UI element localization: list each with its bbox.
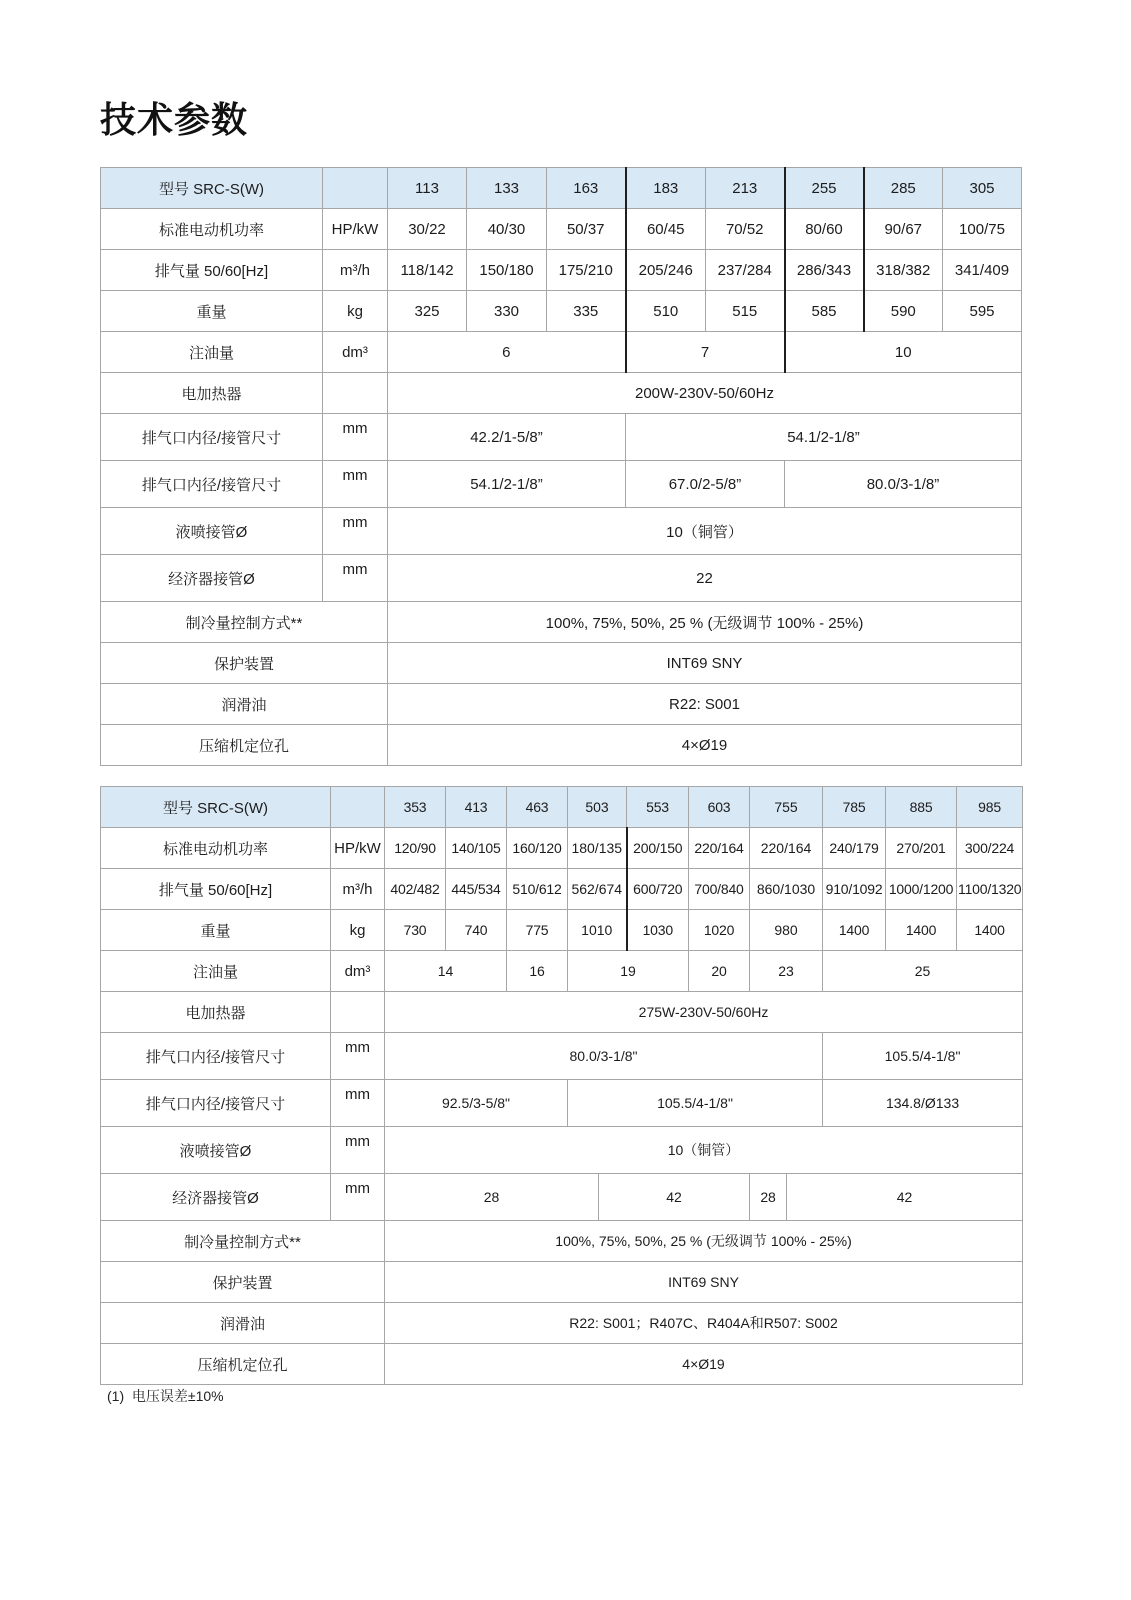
- spec-table-small-models: [100, 167, 1022, 766]
- value-cell: 402/482: [385, 869, 446, 910]
- unit-cell: HP/kW: [331, 828, 385, 869]
- value-cell: 42: [599, 1174, 750, 1221]
- value-cell: 175/210: [547, 250, 626, 291]
- value-cell: 1400: [957, 910, 1023, 951]
- value-cell: 980: [750, 910, 823, 951]
- table-row: [101, 373, 1022, 414]
- value-cell: 590: [864, 291, 943, 332]
- table-row: [101, 414, 1022, 461]
- value-cell: 285: [864, 168, 943, 209]
- value-cell: 42.2/1-5/8”: [388, 414, 626, 461]
- table-row: [101, 1080, 1023, 1127]
- row-label-cell: 重量: [101, 291, 323, 332]
- table-row: [101, 250, 1022, 291]
- value-cell: 120/90: [385, 828, 446, 869]
- table-row: [101, 910, 1023, 951]
- value-cell: 6: [388, 332, 626, 373]
- value-cell: 330: [467, 291, 547, 332]
- value-cell: 42: [787, 1174, 1023, 1221]
- value-cell: 510/612: [507, 869, 568, 910]
- value-cell: 150/180: [467, 250, 547, 291]
- value-cell: 1400: [886, 910, 957, 951]
- value-cell: 1000/1200: [886, 869, 957, 910]
- value-cell: 595: [943, 291, 1022, 332]
- row-label-cell: 排气量 50/60[Hz]: [101, 250, 323, 291]
- value-cell: 985: [957, 787, 1023, 828]
- table-row: [101, 725, 1022, 766]
- row-label-cell: 制冷量控制方式**: [101, 602, 388, 643]
- row-label-cell: 润滑油: [101, 1303, 385, 1344]
- table-row: [101, 508, 1022, 555]
- unit-cell: mm: [331, 1127, 385, 1174]
- value-cell: 341/409: [943, 250, 1022, 291]
- value-cell: 100%, 75%, 50%, 25 % (无级调节 100% - 25%): [388, 602, 1022, 643]
- value-cell: 885: [886, 787, 957, 828]
- unit-cell: mm: [331, 1174, 385, 1221]
- value-cell: 730: [385, 910, 446, 951]
- value-cell: 113: [388, 168, 467, 209]
- value-cell: 100%, 75%, 50%, 25 % (无级调节 100% - 25%): [385, 1221, 1023, 1262]
- value-cell: 19: [568, 951, 689, 992]
- value-cell: 80/60: [785, 209, 864, 250]
- unit-cell: mm: [323, 414, 388, 461]
- value-cell: 270/201: [886, 828, 957, 869]
- value-cell: 286/343: [785, 250, 864, 291]
- value-cell: 1400: [823, 910, 886, 951]
- value-cell: 445/534: [446, 869, 507, 910]
- unit-cell: mm: [331, 1033, 385, 1080]
- value-cell: 100/75: [943, 209, 1022, 250]
- row-label-cell: 液喷接管Ø: [101, 508, 323, 555]
- value-cell: 860/1030: [750, 869, 823, 910]
- value-cell: 60/45: [626, 209, 706, 250]
- unit-cell: [331, 787, 385, 828]
- row-label-cell: 排气口内径/接管尺寸: [101, 461, 323, 508]
- value-cell: 585: [785, 291, 864, 332]
- row-label-cell: 标准电动机功率: [101, 209, 323, 250]
- row-label-cell: 保护装置: [101, 643, 388, 684]
- value-cell: 16: [507, 951, 568, 992]
- value-cell: 134.8/Ø133: [823, 1080, 1023, 1127]
- value-cell: 220/164: [689, 828, 750, 869]
- row-label-cell: 型号 SRC-S(W): [101, 168, 323, 209]
- value-cell: 10: [785, 332, 1022, 373]
- unit-cell: dm³: [331, 951, 385, 992]
- table-row: [101, 1174, 1023, 1221]
- value-cell: 140/105: [446, 828, 507, 869]
- value-cell: 20: [689, 951, 750, 992]
- row-label-cell: 标准电动机功率: [101, 828, 331, 869]
- value-cell: R22: S001；R407C、R404A和R507: S002: [385, 1303, 1023, 1344]
- table-row: [101, 684, 1022, 725]
- spec-table-large-models: [100, 786, 1023, 1385]
- value-cell: 755: [750, 787, 823, 828]
- value-cell: 510: [626, 291, 706, 332]
- value-cell: 133: [467, 168, 547, 209]
- unit-cell: mm: [323, 461, 388, 508]
- value-cell: 1010: [568, 910, 627, 951]
- value-cell: 70/52: [706, 209, 785, 250]
- value-cell: 910/1092: [823, 869, 886, 910]
- unit-cell: mm: [323, 508, 388, 555]
- table-row: [101, 1033, 1023, 1080]
- row-label-cell: 排气口内径/接管尺寸: [101, 1080, 331, 1127]
- value-cell: 67.0/2-5/8”: [626, 461, 785, 508]
- value-cell: 775: [507, 910, 568, 951]
- value-cell: 200/150: [627, 828, 689, 869]
- table-row: [101, 1303, 1023, 1344]
- value-cell: 180/135: [568, 828, 627, 869]
- row-label-cell: 保护装置: [101, 1262, 385, 1303]
- value-cell: 4×Ø19: [385, 1344, 1023, 1385]
- table-row: [101, 643, 1022, 684]
- unit-cell: [323, 373, 388, 414]
- value-cell: 90/67: [864, 209, 943, 250]
- value-cell: 237/284: [706, 250, 785, 291]
- value-cell: 318/382: [864, 250, 943, 291]
- table-row: [101, 869, 1023, 910]
- row-label-cell: 排气量 50/60[Hz]: [101, 869, 331, 910]
- unit-cell: mm: [331, 1080, 385, 1127]
- value-cell: INT69 SNY: [388, 643, 1022, 684]
- value-cell: 463: [507, 787, 568, 828]
- table-row: [101, 1127, 1023, 1174]
- value-cell: 275W-230V-50/60Hz: [385, 992, 1023, 1033]
- table-row: [101, 555, 1022, 602]
- row-label-cell: 经济器接管Ø: [101, 1174, 331, 1221]
- row-label-cell: 压缩机定位孔: [101, 1344, 385, 1385]
- value-cell: 118/142: [388, 250, 467, 291]
- table-row: [101, 461, 1022, 508]
- unit-cell: [323, 168, 388, 209]
- value-cell: 785: [823, 787, 886, 828]
- unit-cell: [331, 992, 385, 1033]
- table-row: [101, 1221, 1023, 1262]
- value-cell: 740: [446, 910, 507, 951]
- value-cell: 1100/1320: [957, 869, 1023, 910]
- value-cell: 54.1/2-1/8”: [388, 461, 626, 508]
- unit-cell: m³/h: [331, 869, 385, 910]
- unit-cell: HP/kW: [323, 209, 388, 250]
- value-cell: 503: [568, 787, 627, 828]
- value-cell: 300/224: [957, 828, 1023, 869]
- value-cell: 325: [388, 291, 467, 332]
- table-row: [101, 992, 1023, 1033]
- unit-cell: mm: [323, 555, 388, 602]
- value-cell: 10（铜管）: [388, 508, 1022, 555]
- row-label-cell: 注油量: [101, 951, 331, 992]
- value-cell: 92.5/3-5/8": [385, 1080, 568, 1127]
- value-cell: 1030: [627, 910, 689, 951]
- row-label-cell: 电加热器: [101, 992, 331, 1033]
- table-row: [101, 332, 1022, 373]
- value-cell: 553: [627, 787, 689, 828]
- row-label-cell: 型号 SRC-S(W): [101, 787, 331, 828]
- value-cell: 80.0/3-1/8”: [785, 461, 1022, 508]
- value-cell: 40/30: [467, 209, 547, 250]
- value-cell: 14: [385, 951, 507, 992]
- row-label-cell: 经济器接管Ø: [101, 555, 323, 602]
- value-cell: 515: [706, 291, 785, 332]
- value-cell: 600/720: [627, 869, 689, 910]
- row-label-cell: 排气口内径/接管尺寸: [101, 1033, 331, 1080]
- value-cell: 25: [823, 951, 1023, 992]
- value-cell: 50/37: [547, 209, 626, 250]
- unit-cell: dm³: [323, 332, 388, 373]
- value-cell: 255: [785, 168, 864, 209]
- page-title: 技术参数: [100, 99, 249, 140]
- table-header-row: [101, 787, 1023, 828]
- row-label-cell: 压缩机定位孔: [101, 725, 388, 766]
- value-cell: 183: [626, 168, 706, 209]
- value-cell: 213: [706, 168, 785, 209]
- value-cell: 10（铜管）: [385, 1127, 1023, 1174]
- value-cell: 305: [943, 168, 1022, 209]
- value-cell: 80.0/3-1/8": [385, 1033, 823, 1080]
- value-cell: 22: [388, 555, 1022, 602]
- value-cell: 335: [547, 291, 626, 332]
- value-cell: 700/840: [689, 869, 750, 910]
- value-cell: 240/179: [823, 828, 886, 869]
- value-cell: 205/246: [626, 250, 706, 291]
- value-cell: 220/164: [750, 828, 823, 869]
- value-cell: 105.5/4-1/8": [823, 1033, 1023, 1080]
- table-row: [101, 951, 1023, 992]
- row-label-cell: 制冷量控制方式**: [101, 1221, 385, 1262]
- value-cell: 54.1/2-1/8”: [626, 414, 1022, 461]
- value-cell: 28: [750, 1174, 787, 1221]
- table-row: [101, 1344, 1023, 1385]
- unit-cell: m³/h: [323, 250, 388, 291]
- value-cell: 200W-230V-50/60Hz: [388, 373, 1022, 414]
- value-cell: 413: [446, 787, 507, 828]
- unit-cell: kg: [331, 910, 385, 951]
- value-cell: 30/22: [388, 209, 467, 250]
- row-label-cell: 液喷接管Ø: [101, 1127, 331, 1174]
- table-row: [101, 1262, 1023, 1303]
- unit-cell: kg: [323, 291, 388, 332]
- footnote: (1) 电压误差±10%: [107, 1388, 224, 1404]
- value-cell: 160/120: [507, 828, 568, 869]
- table-row: [101, 291, 1022, 332]
- value-cell: 7: [626, 332, 785, 373]
- table-header-row: [101, 168, 1022, 209]
- value-cell: R22: S001: [388, 684, 1022, 725]
- value-cell: 353: [385, 787, 446, 828]
- row-label-cell: 排气口内径/接管尺寸: [101, 414, 323, 461]
- row-label-cell: 注油量: [101, 332, 323, 373]
- row-label-cell: 电加热器: [101, 373, 323, 414]
- table-row: [101, 602, 1022, 643]
- value-cell: 603: [689, 787, 750, 828]
- row-label-cell: 润滑油: [101, 684, 388, 725]
- table-row: [101, 828, 1023, 869]
- value-cell: 28: [385, 1174, 599, 1221]
- value-cell: 562/674: [568, 869, 627, 910]
- table-row: [101, 209, 1022, 250]
- row-label-cell: 重量: [101, 910, 331, 951]
- value-cell: 4×Ø19: [388, 725, 1022, 766]
- value-cell: 105.5/4-1/8": [568, 1080, 823, 1127]
- value-cell: INT69 SNY: [385, 1262, 1023, 1303]
- value-cell: 23: [750, 951, 823, 992]
- value-cell: 1020: [689, 910, 750, 951]
- value-cell: 163: [547, 168, 626, 209]
